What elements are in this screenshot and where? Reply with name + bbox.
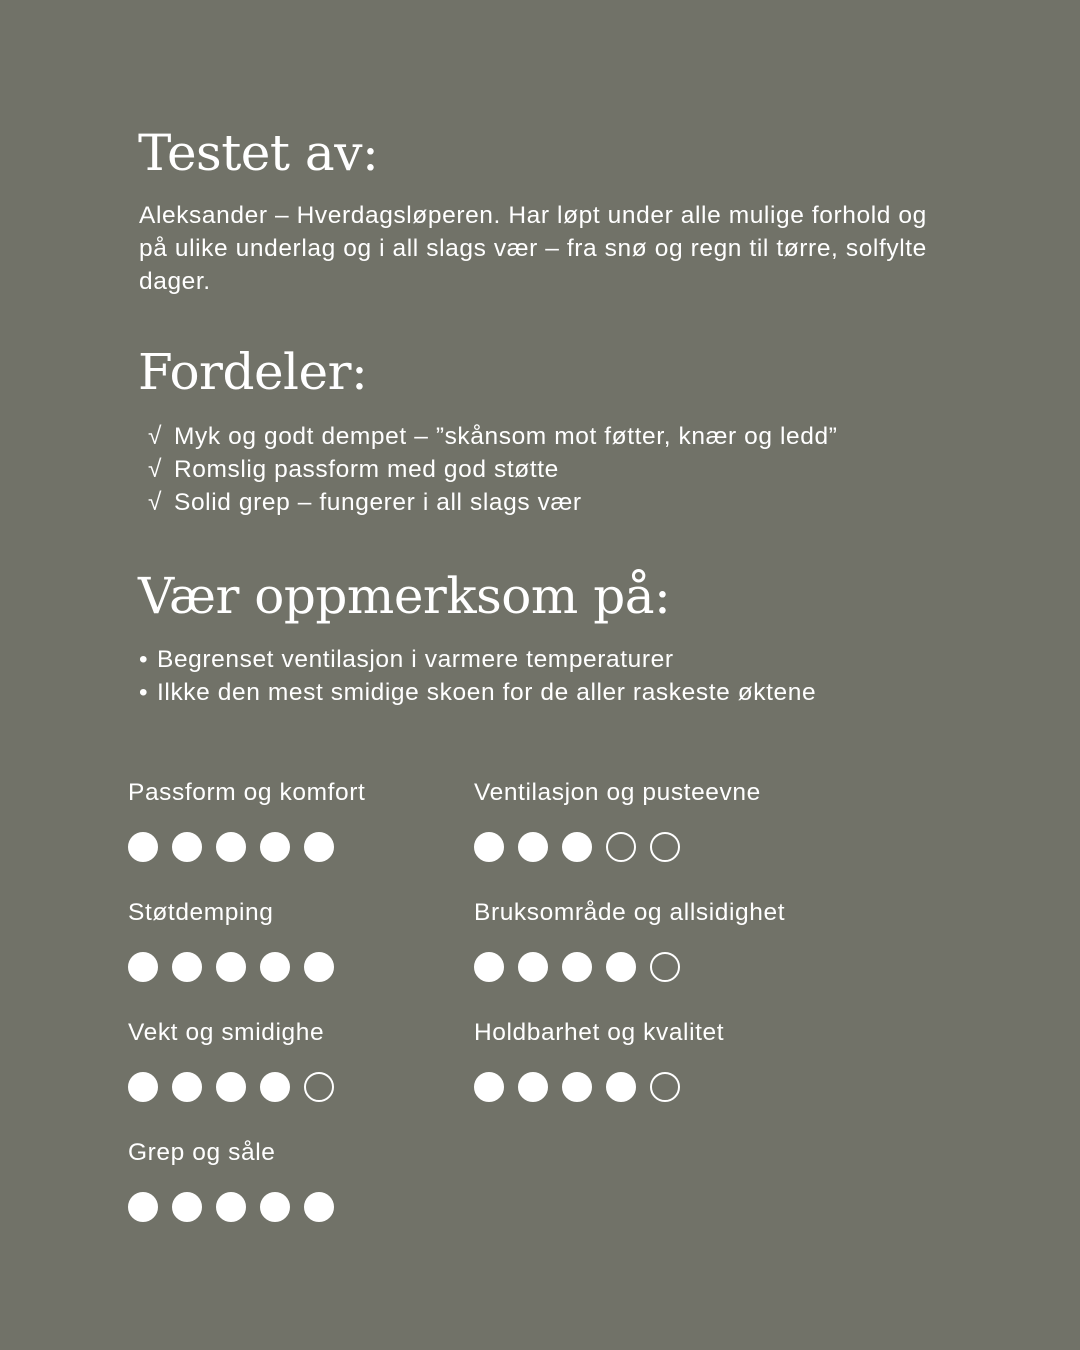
empty-dot-icon xyxy=(650,952,680,982)
rating-weight-agility xyxy=(128,1021,334,1102)
pros-item-text: Myk og godt dempet – ”skånsom mot føtter, knær og ledd” xyxy=(174,423,838,450)
filled-dot-icon xyxy=(562,952,592,982)
cons-item-text: Ilkke den mest smidige skoen for de aller raskeste øktene xyxy=(157,679,817,706)
rating-dots xyxy=(474,1072,724,1102)
rating-cushioning xyxy=(128,901,334,982)
filled-dot-icon xyxy=(562,832,592,862)
filled-dot-icon xyxy=(474,1072,504,1102)
rating-grip-sole xyxy=(128,1141,334,1222)
rating-dots xyxy=(128,1192,334,1222)
filled-dot-icon xyxy=(216,1072,246,1102)
bullet-icon: • xyxy=(139,679,149,706)
check-icon: √ xyxy=(148,456,163,483)
filled-dot-icon xyxy=(518,1072,548,1102)
filled-dot-icon xyxy=(260,1072,290,1102)
rating-label: Holdbarhet og kvalitet xyxy=(474,1019,725,1046)
rating-fit-comfort xyxy=(128,781,365,862)
filled-dot-icon xyxy=(128,952,158,982)
rating-dots xyxy=(128,1072,334,1102)
empty-dot-icon xyxy=(606,832,636,862)
rating-versatility xyxy=(474,901,785,982)
rating-label: Støtdemping xyxy=(128,899,274,926)
pros-item xyxy=(148,486,837,519)
cons-list xyxy=(139,643,816,709)
filled-dot-icon xyxy=(128,832,158,862)
rating-label: Vekt og smidighe xyxy=(128,1019,325,1046)
filled-dot-icon xyxy=(304,1192,334,1222)
filled-dot-icon xyxy=(172,832,202,862)
filled-dot-icon xyxy=(518,952,548,982)
check-icon: √ xyxy=(148,489,163,516)
filled-dot-icon xyxy=(562,1072,592,1102)
rating-dots xyxy=(128,832,365,862)
pros-item-text: Solid grep – fungerer i all slags vær xyxy=(174,489,582,516)
filled-dot-icon xyxy=(304,832,334,862)
pros-heading: Fordeler: xyxy=(138,343,368,401)
pros-item xyxy=(148,420,837,453)
rating-dots xyxy=(474,832,761,862)
rating-dots xyxy=(128,952,334,982)
rating-label: Grep og såle xyxy=(128,1139,276,1166)
tested-by-heading: Testet av: xyxy=(138,124,379,182)
bullet-icon: • xyxy=(139,646,149,673)
filled-dot-icon xyxy=(128,1192,158,1222)
filled-dot-icon xyxy=(260,1192,290,1222)
rating-label: Passform og komfort xyxy=(128,779,366,806)
rating-durability xyxy=(474,1021,724,1102)
filled-dot-icon xyxy=(474,832,504,862)
filled-dot-icon xyxy=(260,952,290,982)
cons-item xyxy=(139,643,816,676)
filled-dot-icon xyxy=(606,1072,636,1102)
filled-dot-icon xyxy=(172,952,202,982)
rating-label: Ventilasjon og pusteevne xyxy=(474,779,761,806)
filled-dot-icon xyxy=(216,1192,246,1222)
rating-label: Bruksområde og allsidighet xyxy=(474,899,786,926)
filled-dot-icon xyxy=(216,952,246,982)
pros-item xyxy=(148,453,837,486)
pros-list xyxy=(148,420,837,519)
empty-dot-icon xyxy=(650,832,680,862)
rating-ventilation xyxy=(474,781,761,862)
filled-dot-icon xyxy=(304,952,334,982)
filled-dot-icon xyxy=(128,1072,158,1102)
cons-heading: Vær oppmerksom på: xyxy=(138,567,671,625)
filled-dot-icon xyxy=(474,952,504,982)
filled-dot-icon xyxy=(172,1192,202,1222)
empty-dot-icon xyxy=(650,1072,680,1102)
cons-item-text: Begrenset ventilasjon i varmere temperaturer xyxy=(157,646,674,673)
filled-dot-icon xyxy=(606,952,636,982)
pros-item-text: Romslig passform med god støtte xyxy=(174,456,559,483)
check-icon: √ xyxy=(148,423,163,450)
filled-dot-icon xyxy=(260,832,290,862)
empty-dot-icon xyxy=(304,1072,334,1102)
filled-dot-icon xyxy=(216,832,246,862)
tester-description: Aleksander – Hverdagsløperen. Har løpt under alle mulige forhold og på ulike underlag og i all slags vær – fra snø og regn til tørre, solfylte dager. xyxy=(139,202,927,295)
filled-dot-icon xyxy=(518,832,548,862)
filled-dot-icon xyxy=(172,1072,202,1102)
cons-item xyxy=(139,676,816,709)
rating-dots xyxy=(474,952,785,982)
